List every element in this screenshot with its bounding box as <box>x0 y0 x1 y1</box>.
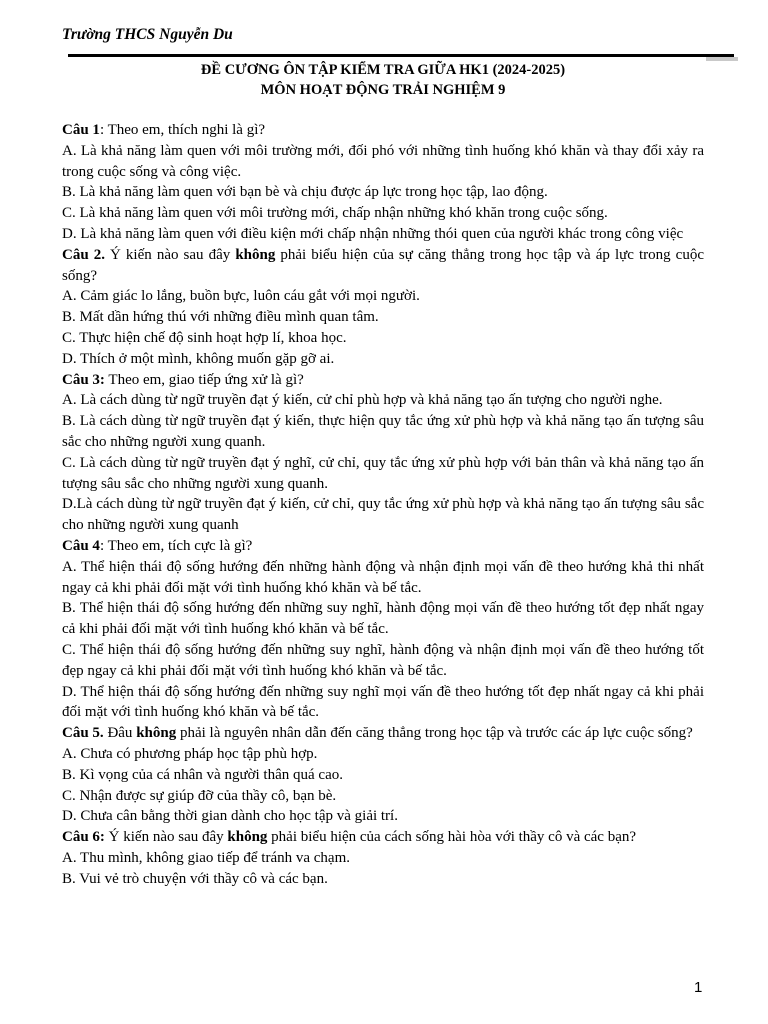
question-1-label: Câu 1 <box>62 122 100 138</box>
question-2-option-a: A. Cảm giác lo lắng, buồn bực, luôn cáu gắt với mọi người. <box>62 288 420 305</box>
question-2-stem-post: phải biểu hiện của sự căng thẳng trong học tập và áp lực trong cuộc sống? <box>62 246 704 284</box>
question-5-label: Câu 5. <box>62 725 104 742</box>
question-5-option-b: B. Kì vọng của cá nhân và người thân quá cao. <box>62 766 343 783</box>
question-6-label: Câu 6: <box>62 829 105 846</box>
question-4-option-d: D. Thể hiện thái độ sống hướng đến những suy nghĩ mọi vấn đề theo hướng tốt đẹp nhất ngay cả khi phải đối mặt với tình huống khó khăn và bế tắc. <box>62 683 704 721</box>
question-4 <box>62 536 704 557</box>
question-2-stem-pre: Ý kiến nào sau đây <box>104 246 236 263</box>
question-5-option-a: A. Chưa có phương pháp học tập phù hợp. <box>62 745 318 762</box>
question-3 <box>62 370 704 391</box>
question-4-option-b: B. Thể hiện thái độ sống hướng đến những suy nghĩ, hành động mọi vấn đề theo hướng tốt đẹp nhất ngay cả khi phải đối mặt với tình huống khó khăn và bế tắc. <box>62 600 704 638</box>
question-4-label: Câu 4 <box>62 537 100 554</box>
question-5-stem-post: phải là nguyên nhân dẫn đến căng thẳng trong học tập và trước các áp lực cuộc sống? <box>176 725 693 742</box>
question-6-option-a: A. Thu mình, không giao tiếp để tránh va chạm. <box>62 849 350 866</box>
question-2-option-c: C. Thực hiện chế độ sinh hoạt hợp lí, khoa học. <box>62 329 347 346</box>
question-3-option-c: C. Là cách dùng từ ngữ truyền đạt ý nghĩ, cử chỉ, quy tắc ứng xử phù hợp với bản thân và khả năng tạo ấn tượng sâu sắc cho những người xung quanh. <box>62 454 704 492</box>
question-6-stem-pre: Ý kiến nào sau đây <box>104 829 228 846</box>
header-rule <box>68 54 734 57</box>
question-3-option-d: D.Là cách dùng từ ngữ truyền đạt ý kiến, cử chỉ, quy tắc ứng xử phù hợp và khả năng tạo ấn tượng sâu sắc cho những người xung quanh <box>62 496 704 534</box>
question-list <box>62 120 704 889</box>
question-5-option-d: D. Chưa cân bằng thời gian dành cho học tập và giải trí. <box>62 808 398 825</box>
question-5-stem-emphasis: không <box>136 725 177 742</box>
question-5 <box>62 723 704 744</box>
question-1-option-b: B. Là khả năng làm quen với bạn bè và chịu được áp lực trong học tập, lao động. <box>62 184 548 201</box>
document-title: ĐỀ CƯƠNG ÔN TẬP KIỂM TRA GIỮA HK1 (2024-2025) <box>200 62 566 78</box>
question-2-option-d: D. Thích ở một mình, không muốn gặp gỡ ai. <box>62 350 335 367</box>
document-subtitle: MÔN HOẠT ĐỘNG TRẢI NGHIỆM 9 <box>260 82 506 98</box>
question-6 <box>62 827 704 848</box>
question-6-stem-post: phải biểu hiện của cách sống hài hòa với thầy cô và các bạn? <box>267 829 637 846</box>
header-rule-shadow <box>706 57 738 61</box>
question-3-stem: Theo em, giao tiếp ứng xử là gì? <box>104 371 304 388</box>
school-name: Trường THCS Nguyễn Du <box>62 26 233 43</box>
question-4-option-c: C. Thể hiện thái độ sống hướng đến những suy nghĩ, hành động và nhận định mọi vấn đề theo hướng tốt đẹp ngay cả khi phải đối mặt với tình huống khó khăn và bế tắc. <box>62 641 704 679</box>
question-5-stem-pre: Đâu <box>103 725 137 742</box>
question-1 <box>62 120 704 141</box>
question-1-option-d: D. Là khả năng làm quen với điều kiện mới chấp nhận những thói quen của người khác trong công việc <box>62 225 684 242</box>
question-5-option-c: C. Nhận được sự giúp đỡ của thầy cô, bạn bè. <box>62 787 337 804</box>
question-1-option-a: A. Là khả năng làm quen với môi trường mới, đối phó với những tình huống khó khăn và thay đổi xảy ra trong cuộc sống và công việc. <box>62 142 704 180</box>
question-3-label: Câu 3: <box>62 371 105 388</box>
question-4-option-a: A. Thể hiện thái độ sống hướng đến những hành động và nhận định mọi vấn đề theo hướng khả thi nhất ngay cả khi phải đối mặt với tình huống khó khăn và bế tắc. <box>62 558 704 596</box>
question-3-option-b: B. Là cách dùng từ ngữ truyền đạt ý kiến, thực hiện quy tắc ứng xử phù hợp và khả năng tạo ấn tượng sâu sắc cho những người xung quanh. <box>62 413 704 450</box>
question-2-stem-emphasis: không <box>235 246 276 263</box>
question-3-option-a: A. Là cách dùng từ ngữ truyền đạt ý kiến, cử chỉ phù hợp và khả năng tạo ấn tượng cho người nghe. <box>62 392 663 409</box>
question-6-option-b: B. Vui vẻ trò chuyện với thầy cô và các bạn. <box>62 870 328 887</box>
page-number: 1 <box>694 979 703 996</box>
question-2-option-b: B. Mất dần hứng thú với những điều mình quan tâm. <box>62 309 379 326</box>
question-4-stem: : Theo em, tích cực là gì? <box>99 537 253 554</box>
question-2 <box>62 245 704 287</box>
question-6-stem-emphasis: không <box>227 829 268 846</box>
question-1-stem: : Theo em, thích nghi là gì? <box>99 122 266 138</box>
question-2-label: Câu 2. <box>62 246 105 263</box>
question-1-option-c: C. Là khả năng làm quen với môi trường mới, chấp nhận những khó khăn trong cuộc sống. <box>62 205 608 222</box>
